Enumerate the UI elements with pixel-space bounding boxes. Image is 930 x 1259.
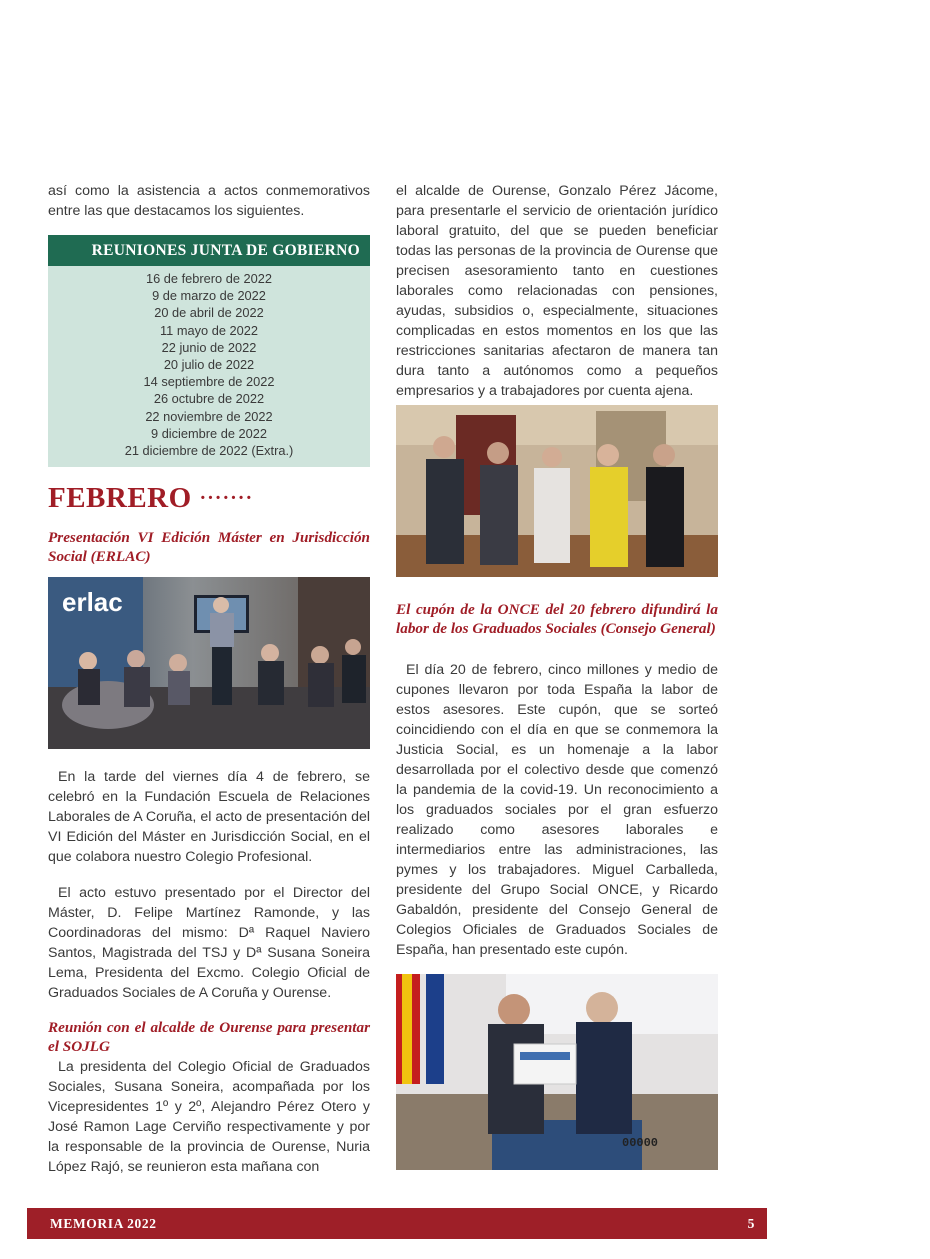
ourense-photo-svg	[396, 405, 718, 577]
meeting-date: 11 mayo de 2022	[160, 322, 258, 338]
once-paragraph-1: El día 20 de febrero, cinco millones y medio de cupones llevaron por toda España la labor de estos asesores. Este cupón, que se sorteó coincidiendo con el día en que se conmemora la Justicia Social, es un homenaje a la labor desarrollada por el colectivo desde que comenzó la pandemia de la covid-19. Un reconocimiento a los graduados sociales por el gran esfuerzo realizado como asesores laborales e intermediarios entre las administraciones, las pymes y los trabajadores. Miguel Carballeda, presidente del Grupo Social ONCE, y Ricardo Gabaldón, presidente del Consejo General de Colegios Oficiales de Graduados Sociales de España, han presentado este cupón.	[396, 662, 718, 958]
meeting-date: 26 octubre de 2022	[153, 391, 265, 407]
once-coupon-photo	[396, 974, 718, 1170]
meetings-box	[48, 235, 370, 467]
month-dots: ·······	[199, 487, 254, 510]
footer-title: MEMORIA 2022	[50, 1216, 157, 1231]
meeting-date: 20 julio de 2022	[163, 357, 255, 373]
article-title-erlac: Presentación VI Edición Máster en Jurisdicción Social (ERLAC)	[48, 529, 370, 566]
page-number: 5	[747, 1216, 755, 1231]
ourense-meeting-photo	[396, 405, 718, 577]
page-footer	[27, 1208, 767, 1239]
meetings-box-title: REUNIONES JUNTA DE GOBIERNO	[48, 235, 370, 266]
erlac-paragraph-1: En la tarde del viernes día 4 de febrero, se celebró en la Fundación Escuela de Relaciones Laborales de A Coruña, el acto de presentación del VI Edición del Máster en Jurisdicción Social, en el que colabora nuestro Colegio Profesional.	[48, 769, 370, 866]
erlac-photo-svg	[48, 577, 370, 749]
left-column	[48, 181, 370, 1177]
sojlg-paragraph-1: La presidenta del Colegio Oficial de Graduados Sociales, Susana Soneira, acompañada por los Vicepresidentes 1º y 2º, Alejandro Pérez Otero y José Ramon Lage Cerviño respectivamente y por la responsable de la provincia de Ourense, Nuria López Rajó, se reunieron esta mañana con	[48, 1059, 370, 1176]
once-photo-svg	[396, 974, 718, 1170]
erlac-paragraph-2: El acto estuvo presentado por el Director del Máster, D. Felipe Martínez Ramonde, y las Coordinadoras del mismo: Dª Raquel Naviero Santos, Magistrada del TSJ y Dª Susana Soneira Lema, Presidenta del Excmo. Colegio Oficial de Graduados Sociales de A Coruña y Ourense.	[48, 885, 370, 1002]
sojlg-paragraph-continued: el alcalde de Ourense, Gonzalo Pérez Jácome, para presentarle el servicio de orientación jurídico laboral gratuito, del que se pueden beneficiar todas las personas de la provincia de Ourense que precisen asesoramiento tanto en cuestiones laborales como relacionadas con pensiones, ayudas, subsidios o, especialmente, situaciones complicadas en estos momentos en los que las restricciones sanitarias afectaron de manera tan dura tanto a autónomos como a pequeños empresarios y a trabajadores por cuenta ajena.	[396, 183, 718, 399]
meeting-date: 9 de marzo de 2022	[152, 288, 266, 304]
meeting-date: 14 septiembre de 2022	[143, 374, 275, 390]
coupon-number: 00000	[622, 1136, 659, 1150]
article-title-once: El cupón de la ONCE del 20 febrero difundirá la labor de los Graduados Sociales (Consejo General)	[396, 601, 718, 637]
meeting-date: 20 de abril de 2022	[154, 305, 264, 321]
intro-paragraph: así como la asistencia a actos conmemorativos entre las que destacamos los siguientes.	[48, 183, 370, 219]
meeting-date: 22 noviembre de 2022	[145, 408, 273, 424]
meetings-date-list	[48, 266, 370, 467]
month-heading	[48, 481, 370, 515]
meeting-date: 9 diciembre de 2022	[151, 425, 267, 441]
meeting-date: 16 de febrero de 2022	[146, 271, 272, 286]
erlac-event-photo	[48, 577, 370, 749]
meeting-date: 21 diciembre de 2022 (Extra.)	[124, 443, 294, 459]
article-title-sojlg: Reunión con el alcalde de Ourense para presentar el SOJLG	[48, 1019, 370, 1056]
meeting-date: 22 junio de 2022	[161, 339, 257, 355]
month-title: FEBRERO	[48, 482, 192, 515]
right-column	[396, 181, 718, 1170]
erlac-logo-text: erlac	[62, 587, 123, 618]
